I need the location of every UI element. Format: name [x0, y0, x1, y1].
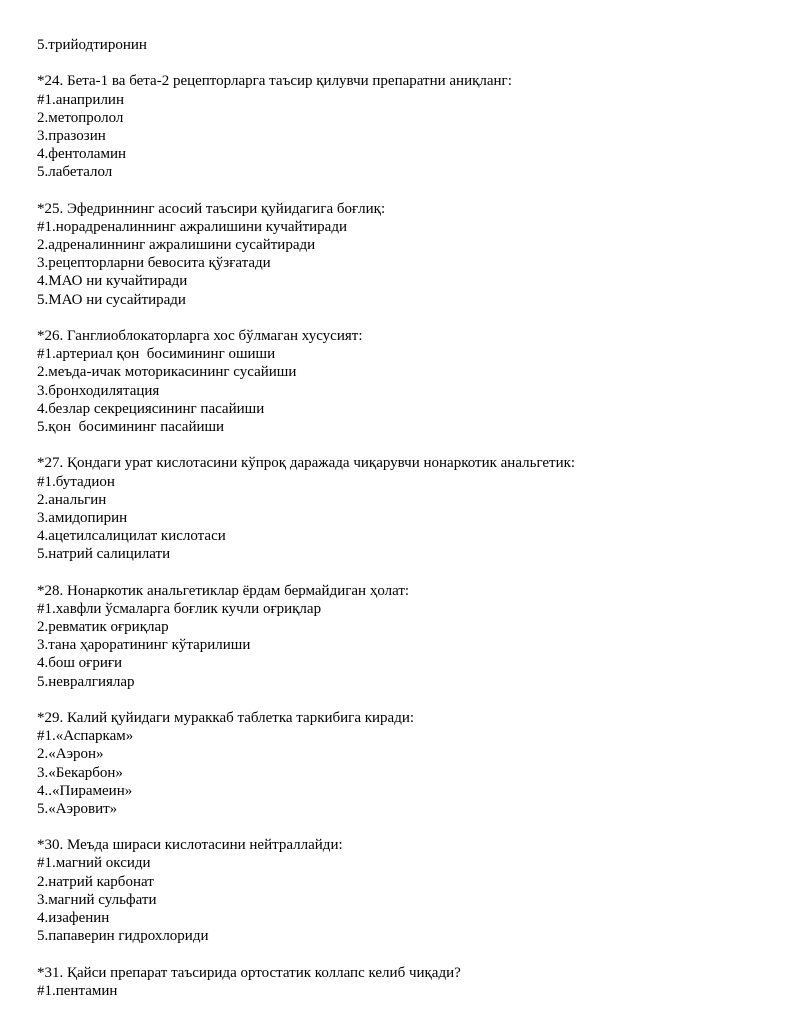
question-26-option-4: 4.безлар секрециясининг пасайиши: [37, 400, 265, 417]
question-27-option-5: 5.натрий салицилати: [37, 546, 171, 563]
question-25-option-4: 4.МАО ни кучайтиради: [37, 273, 188, 290]
paragraph-gap: [37, 691, 777, 709]
question-26-option-5: 5.қон босимининг пасайиши: [37, 418, 225, 435]
question-31-option-1: #1.пентамин: [37, 982, 118, 999]
question-29-option-2: 2.«Аэрон»: [37, 746, 104, 763]
question-28-option-3: 3.тана ҳароратининг кўтарилиши: [37, 637, 251, 654]
question-27-option-1: #1.бутадион: [37, 473, 115, 490]
paragraph-gap: [37, 436, 777, 454]
question-29-option-5: 5.«Аэровит»: [37, 800, 118, 817]
question-28-option-5: 5.невралгиялар: [37, 673, 135, 690]
question-25-stem: *25. Эфедриннинг асосий таъсири қуйидагига боғлиқ:: [37, 200, 386, 217]
question-27-stem: *27. Қондаги урат кислотасини кўпроқ даражада чиқарувчи нонаркотик анальгетик:: [37, 455, 576, 472]
question-28-stem: *28. Нонаркотик анальгетиклар ёрдам бермайдиган ҳолат:: [37, 582, 410, 599]
paragraph-gap: [37, 818, 777, 836]
question-25-option-2: 2.адреналиннинг ажралишини сусайтиради: [37, 237, 316, 254]
paragraph-gap: [37, 54, 777, 72]
question-31-stem: *31. Қайси препарат таъсирида ортостатик коллапс келиб чиқади?: [37, 964, 461, 981]
question-28-option-1: #1.хавфли ўсмаларга боғлик кучли оғриқлар: [37, 600, 322, 617]
question-24-option-3: 3.празозин: [37, 127, 106, 144]
question-30-option-4: 4.изафенин: [37, 910, 110, 926]
question-30-option-5: 5.папаверин гидрохлориди: [37, 928, 209, 945]
question-30-option-3: 3.магний сульфати: [37, 891, 157, 908]
question-24-option-1: #1.анаприлин: [37, 91, 124, 108]
question-26-stem: *26. Ганглиоблокаторларга хос бўлмаган хусусият:: [37, 328, 363, 344]
question-27-option-4: 4.ацетилсалицилат кислотаси: [37, 528, 226, 545]
paragraph-gap: [37, 945, 777, 963]
paragraph-gap: [37, 309, 777, 327]
question-30-stem: *30. Меъда шираси кислотасини нейтраллайди:: [37, 837, 343, 854]
question-25-option-1: #1.норадреналиннинг ажралишини кучайтиради: [37, 218, 347, 235]
document-text: [37, 36, 777, 1000]
leading-answer-option: 5.трийодтиронин: [37, 37, 147, 53]
question-25-option-3: 3.рецепторларни бевосита қўзғатади: [37, 255, 271, 272]
question-24-option-4: 4.фентоламин: [37, 146, 127, 163]
question-29-stem: *29. Калий қуйидаги мураккаб таблетка таркибига киради:: [37, 709, 415, 726]
question-29-option-4: 4..«Пирамеин»: [37, 782, 133, 799]
question-26-option-3: 3.бронходилятация: [37, 382, 160, 399]
paragraph-gap: [37, 182, 777, 200]
question-27-option-2: 2.анальгин: [37, 491, 107, 508]
question-28-option-4: 4.бош оғриғи: [37, 655, 123, 672]
question-27-option-3: 3.амидопирин: [37, 509, 128, 526]
question-30-option-1: #1.магний оксиди: [37, 855, 151, 872]
question-25-option-5: 5.МАО ни сусайтиради: [37, 291, 186, 308]
question-28-option-2: 2.ревматик оғриқлар: [37, 619, 169, 635]
question-26-option-1: #1.артериал қон босимининг ошиши: [37, 346, 276, 363]
question-26-option-2: 2.меъда-ичак моторикасининг сусайиши: [37, 364, 297, 381]
question-24-option-5: 5.лабеталол: [37, 164, 113, 181]
question-29-option-3: 3.«Бекарбон»: [37, 764, 123, 781]
question-29-option-1: #1.«Аспаркам»: [37, 728, 134, 745]
question-24-option-2: 2.метопролол: [37, 109, 124, 126]
paragraph-gap: [37, 563, 777, 581]
question-24-stem: *24. Бета-1 ва бета-2 рецепторларга таъсир қилувчи препаратни аниқланг:: [37, 73, 512, 90]
question-30-option-2: 2.натрий карбонат: [37, 873, 154, 890]
